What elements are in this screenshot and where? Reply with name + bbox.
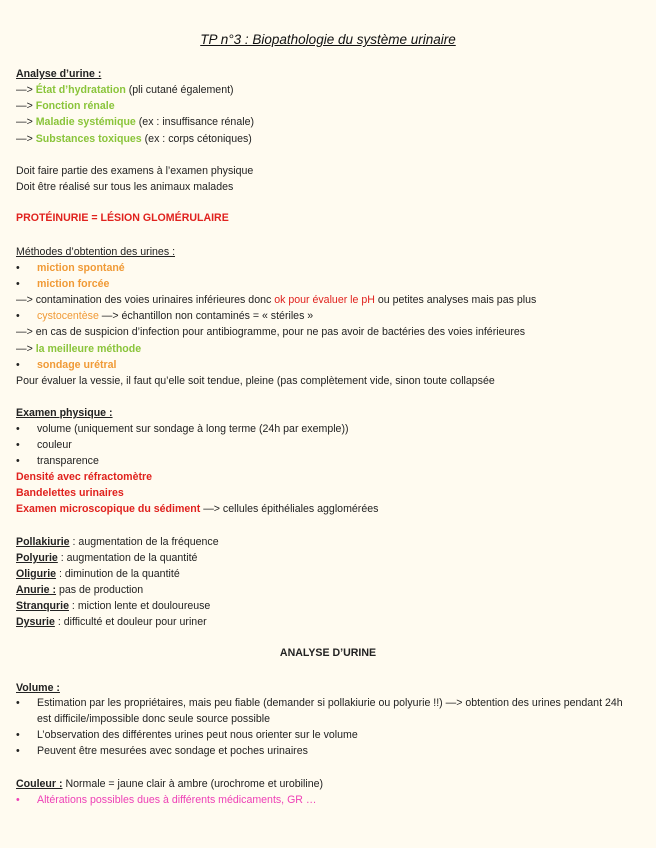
term-row <box>16 567 180 581</box>
analyse-note-2: Doit être réalisé sur tous les animaux malades <box>16 181 234 193</box>
list-item-miction-spontane <box>16 261 125 275</box>
analyse-item-fonction-renale <box>16 99 115 113</box>
bullet-icon: • <box>16 423 20 435</box>
term-definition: : augmentation de la fréquence <box>69 536 219 548</box>
bullet-icon: • <box>16 439 20 451</box>
bullet-icon: • <box>16 262 20 274</box>
cystocentese-rest: —> échantillon non contaminés = « stériles » <box>98 310 314 322</box>
miction-spontane: miction spontané <box>37 262 125 274</box>
examen-item: couleur <box>37 439 72 451</box>
bullet-icon: • <box>16 310 20 322</box>
arrow-icon: —> <box>16 100 33 112</box>
arrow-icon: —> <box>16 116 33 128</box>
bullet-icon: • <box>16 359 20 371</box>
arrow-icon: —> <box>16 343 36 355</box>
term-row <box>16 615 207 629</box>
term-definition: : augmentation de la quantité <box>57 552 198 564</box>
examen-item: transparence <box>37 455 99 467</box>
microscopique-label: Examen microscopique du sédiment <box>16 503 201 515</box>
term-label: Pollakiurie <box>16 536 70 548</box>
arrow-icon: —> <box>16 84 33 96</box>
volume-heading: Volume : <box>16 682 60 694</box>
bullet-icon: • <box>16 278 20 290</box>
list-item-miction-forcee <box>16 277 109 291</box>
analyse-item-hydratation <box>16 83 234 97</box>
microscopique-rest: —> cellules épithéliales agglomérées <box>200 503 379 515</box>
analyse-item-rest: (ex : corps cétoniques) <box>141 133 252 145</box>
volume-item-text: Estimation par les propriétaires, mais peu fiable (demander si pollakiurie ou polyurie !!) —> obtention des urines pendant 24h est difficile/impossible donc seule source possible <box>37 697 623 725</box>
term-row <box>16 599 210 613</box>
list-item-transparence <box>16 454 99 468</box>
miction-forcee: miction forcée <box>37 278 110 290</box>
infection-line: —> en cas de suspicion d’infection pour antibiogramme, pour ne pas avoir de bactéries des voies inférieures <box>16 326 526 338</box>
list-item-volume <box>16 422 349 436</box>
bullet-icon: • <box>16 455 20 467</box>
analyse-item-label: Substances toxiques <box>35 133 142 145</box>
page-title: TP n°3 : Biopathologie du système urinaire <box>200 32 456 47</box>
bandelettes-line: Bandelettes urinaires <box>16 487 124 499</box>
list-item-sondage <box>16 358 116 372</box>
microscopique-line <box>16 502 378 516</box>
couleur-line <box>16 777 323 791</box>
bullet-icon: • <box>16 745 20 757</box>
bullet-icon: • <box>16 697 20 709</box>
arrow-icon: —> <box>16 133 33 145</box>
densite-line: Densité avec réfractomètre <box>16 471 153 483</box>
methodes-heading: Méthodes d’obtention des urines : <box>16 246 176 258</box>
contamination-pre: —> contamination des voies urinaires inférieures donc <box>16 294 275 306</box>
vessie-line: Pour évaluer la vessie, il faut qu’elle soit tendue, pleine (pas complètement vide, sinon toute collapsée <box>16 375 495 387</box>
cystocentese-label: cystocentèse <box>37 310 99 322</box>
contamination-line <box>16 293 536 307</box>
term-definition: pas de production <box>56 584 144 596</box>
term-definition: : diminution de la quantité <box>56 568 180 580</box>
term-label: Oligurie <box>16 568 57 580</box>
term-definition: : miction lente et douloureuse <box>68 600 211 612</box>
volume-item <box>16 744 308 758</box>
term-row <box>16 535 219 549</box>
couleur-item-text: Altérations possibles dues à différents médicaments, GR … <box>37 794 317 806</box>
analyse-item-label: État d’hydratation <box>35 84 126 96</box>
list-item-couleur <box>16 438 72 452</box>
bullet-icon: • <box>16 729 20 741</box>
couleur-item <box>16 793 317 807</box>
term-definition: : difficulté et douleur pour uriner <box>54 616 207 628</box>
analyse-item-maladie <box>16 115 254 129</box>
analyse-item-toxiques <box>16 132 252 146</box>
examen-item: volume (uniquement sur sondage à long terme (24h par exemple)) <box>37 423 349 435</box>
proteinurie-line: PROTÉINURIE = LÉSION GLOMÉRULAIRE <box>16 212 229 224</box>
term-row <box>16 583 143 597</box>
meilleure-methode: la meilleure méthode <box>35 343 142 355</box>
analyse-item-label: Fonction rénale <box>35 100 115 112</box>
analyse-item-label: Maladie systémique <box>35 116 136 128</box>
volume-item <box>16 695 636 727</box>
term-label: Stranqurie <box>16 600 69 612</box>
volume-item-text: Peuvent être mesurées avec sondage et poches urinaires <box>37 745 308 757</box>
analyse-note-1: Doit faire partie des examens à l’examen physique <box>16 165 254 177</box>
analyse-item-rest: (pli cutané également) <box>125 84 234 96</box>
volume-item <box>16 728 358 742</box>
contamination-post: ou petites analyses mais pas plus <box>374 294 537 306</box>
sondage-uretral: sondage urétral <box>37 359 117 371</box>
list-item-cystocentese <box>16 309 313 323</box>
analyse-item-rest: (ex : insuffisance rénale) <box>135 116 254 128</box>
meilleure-methode-line <box>16 342 141 356</box>
term-label: Anurie : <box>16 584 57 596</box>
term-label: Polyurie <box>16 552 58 564</box>
analyse-heading: Analyse d’urine : <box>16 68 102 80</box>
volume-item-text: L’observation des différentes urines peut nous orienter sur le volume <box>37 729 358 741</box>
contamination-highlight: ok pour évaluer le pH <box>274 294 375 306</box>
couleur-rest: Normale = jaune clair à ambre (urochrome et urobiline) <box>62 778 324 790</box>
bullet-icon: • <box>16 794 20 806</box>
examen-heading: Examen physique : <box>16 407 113 419</box>
couleur-heading: Couleur : <box>16 778 63 790</box>
section-heading-analyse: ANALYSE D’URINE <box>279 647 377 659</box>
term-row <box>16 551 197 565</box>
term-label: Dysurie <box>16 616 55 628</box>
